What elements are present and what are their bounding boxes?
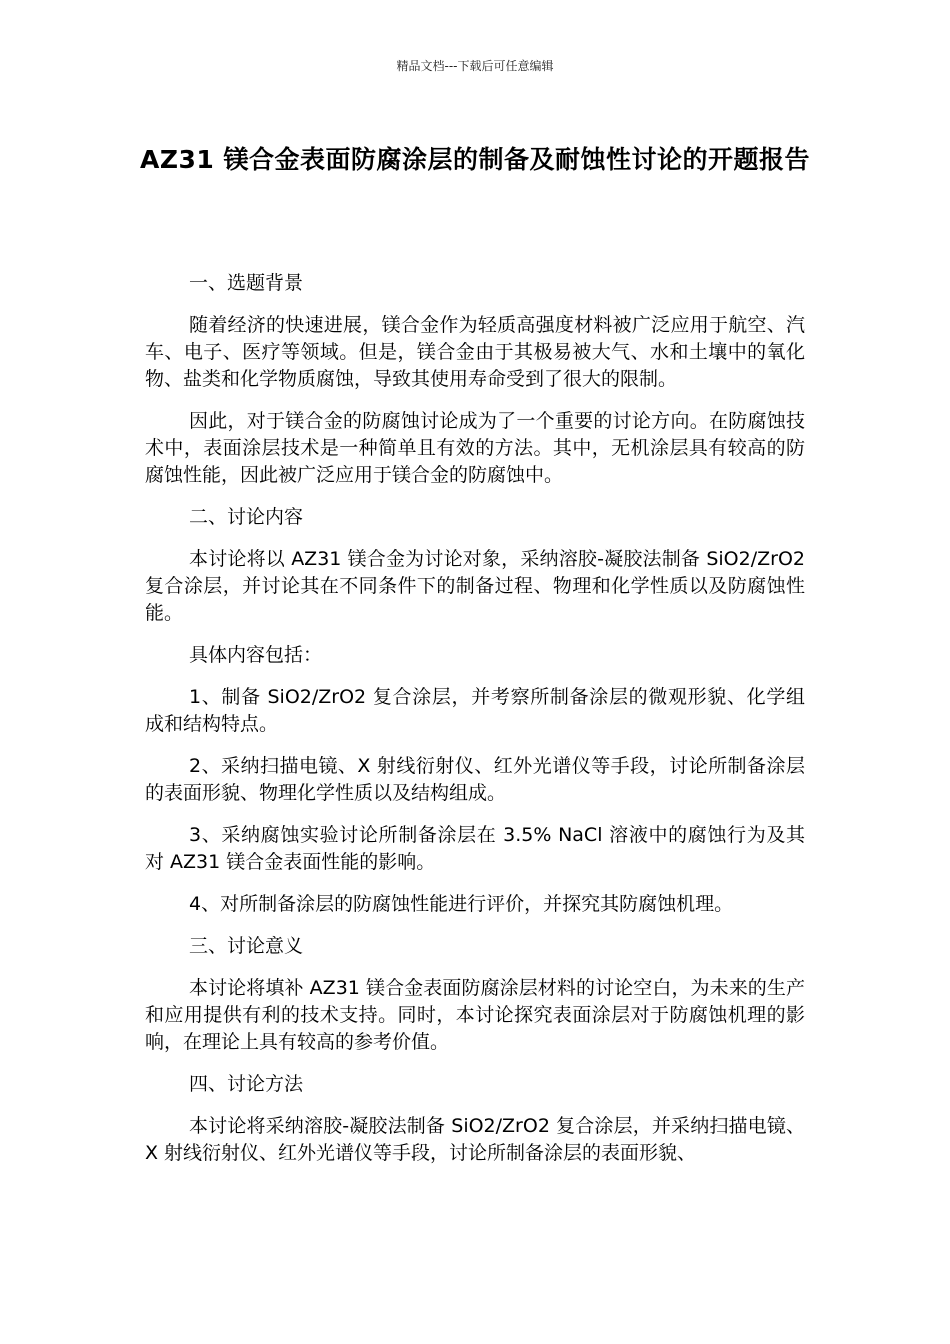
list-item: 3、采纳腐蚀实验讨论所制备涂层在 3.5% NaCl 溶液中的腐蚀行为及其对 AZ31 镁合金表面性能的影响。 — [145, 824, 805, 873]
header-note: 精品文档---下载后可任意编辑 — [396, 59, 554, 73]
list-item: 4、对所制备涂层的防腐蚀性能进行评价，并探究其防腐蚀机理。 — [189, 893, 734, 915]
section-heading-significance: 三、讨论意义 — [189, 935, 304, 957]
paragraph: 具体内容包括： — [189, 644, 323, 666]
list-item: 2、采纳扫描电镜、X 射线衍射仪、红外光谱仪等手段，讨论所制备涂层的表面形貌、物理化学性质以及结构组成。 — [145, 755, 805, 804]
paragraph: 随着经济的快速进展，镁合金作为轻质高强度材料被广泛应用于航空、汽车、电子、医疗等领域。但是，镁合金由于其极易被大气、水和土壤中的氧化物、盐类和化学物质腐蚀，导致其使用寿命受到了很大的限制。 — [145, 314, 805, 390]
section-heading-content: 二、讨论内容 — [189, 506, 304, 528]
paragraph: 本讨论将填补 AZ31 镁合金表面防腐涂层材料的讨论空白，为未来的生产和应用提供有利的技术支持。同时，本讨论探究表面涂层对于防腐蚀机理的影响，在理论上具有较高的参考价值。 — [145, 977, 805, 1053]
paragraph: 因此，对于镁合金的防腐蚀讨论成为了一个重要的讨论方向。在防腐蚀技术中，表面涂层技术是一种简单且有效的方法。其中，无机涂层具有较高的防腐蚀性能，因此被广泛应用于镁合金的防腐蚀中。 — [145, 410, 805, 486]
section-heading-background: 一、选题背景 — [189, 272, 304, 294]
section-heading-method: 四、讨论方法 — [189, 1073, 304, 1095]
paragraph: 本讨论将采纳溶胶-凝胶法制备 SiO2/ZrO2 复合涂层，并采纳扫描电镜、X 射线衍射仪、红外光谱仪等手段，讨论所制备涂层的表面形貌、 — [145, 1115, 805, 1164]
list-item: 1、制备 SiO2/ZrO2 复合涂层，并考察所制备涂层的微观形貌、化学组成和结构特点。 — [145, 686, 805, 735]
document-title: AZ31 镁合金表面防腐涂层的制备及耐蚀性讨论的开题报告 — [140, 145, 810, 174]
paragraph: 本讨论将以 AZ31 镁合金为讨论对象，采纳溶胶-凝胶法制备 SiO2/ZrO2 复合涂层，并讨论其在不同条件下的制备过程、物理和化学性质以及防腐蚀性能。 — [145, 548, 805, 624]
document-body — [145, 270, 805, 1182]
